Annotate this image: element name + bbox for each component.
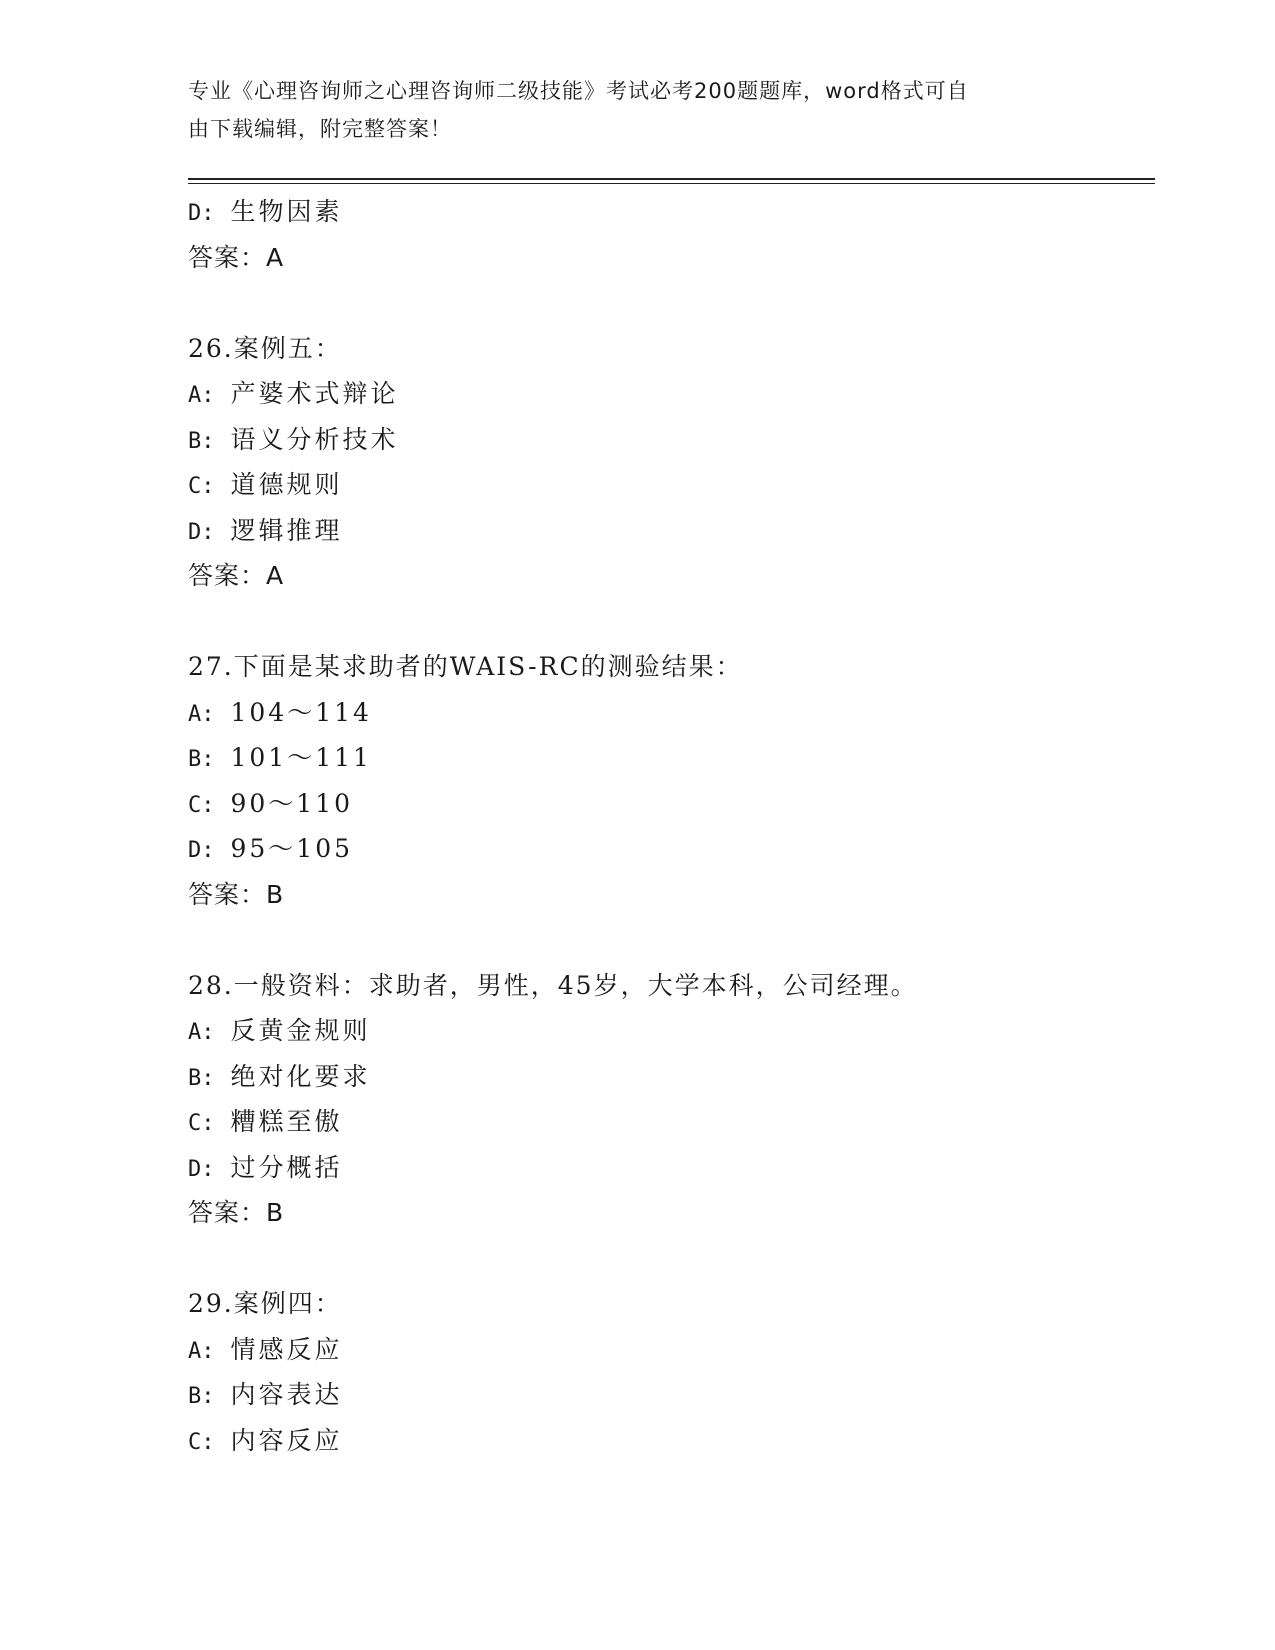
option-text: 95～105 xyxy=(230,834,354,863)
option-row xyxy=(188,690,1148,736)
option-letter: B: xyxy=(188,1065,215,1091)
option-row xyxy=(188,826,1148,872)
block-spacer xyxy=(188,280,1148,326)
option-letter: B: xyxy=(188,1384,215,1409)
option-text: 反黄金规则 xyxy=(230,1016,371,1045)
option-text: 逻辑推理 xyxy=(230,515,343,545)
option-text: 语义分析技术 xyxy=(230,424,399,454)
option-letter: A: xyxy=(188,1338,215,1364)
option-letter: B: xyxy=(188,747,215,772)
header-line-1: 专业《心理咨询师之心理咨询师二级技能》考试必考200题题库，word格式可自 xyxy=(188,79,969,103)
option-row xyxy=(188,462,1148,508)
header-rule-thin xyxy=(188,183,1155,184)
answer-line: 答案：A xyxy=(188,561,285,590)
option-letter: A: xyxy=(188,1020,215,1045)
block-spacer xyxy=(188,1236,1148,1282)
option-letter: D: xyxy=(188,201,215,226)
option-letter: C: xyxy=(188,792,215,818)
option-row xyxy=(188,1008,1148,1054)
option-text: 内容表达 xyxy=(230,1380,343,1409)
option-text: 道德规则 xyxy=(230,470,343,499)
option-row xyxy=(188,1372,1148,1418)
option-row xyxy=(188,1418,1148,1464)
option-letter: C: xyxy=(188,474,215,499)
option-row xyxy=(188,1145,1148,1191)
question-title: 29.案例四： xyxy=(188,1289,342,1318)
option-letter: C: xyxy=(188,1111,215,1136)
option-row xyxy=(188,1327,1148,1373)
option-row xyxy=(188,1099,1148,1145)
document-header xyxy=(188,72,1088,148)
option-text: 90～110 xyxy=(230,788,354,818)
header-line-2: 由下载编辑，附完整答案！ xyxy=(188,117,452,141)
option-text: 101～111 xyxy=(230,743,372,772)
option-text: 过分概括 xyxy=(230,1152,343,1182)
option-text: 生物因素 xyxy=(230,197,343,226)
option-text: 情感反应 xyxy=(230,1334,343,1364)
option-row xyxy=(188,781,1148,827)
question-title: 26.案例五： xyxy=(188,333,342,363)
option-text: 内容反应 xyxy=(230,1425,343,1455)
question-list xyxy=(188,189,1148,1463)
option-row xyxy=(188,417,1148,463)
option-letter: A: xyxy=(188,383,215,408)
option-letter: D: xyxy=(188,1156,215,1182)
option-letter: C: xyxy=(188,1429,215,1455)
option-row xyxy=(188,735,1148,781)
option-row xyxy=(188,508,1148,554)
option-letter: D: xyxy=(188,519,215,545)
header-rule-thick xyxy=(188,178,1155,180)
option-text: 产婆术式辩论 xyxy=(230,379,399,408)
option-row xyxy=(188,189,1148,235)
block-spacer xyxy=(188,917,1148,963)
option-letter: A: xyxy=(188,701,215,727)
answer-line: 答案：A xyxy=(188,242,285,272)
block-spacer xyxy=(188,599,1148,645)
option-text: 104～114 xyxy=(230,697,372,727)
option-letter: B: xyxy=(188,428,215,454)
answer-line: 答案：B xyxy=(188,879,285,909)
answer-line: 答案：B xyxy=(188,1198,285,1227)
question-title: 27.下面是某求助者的WAIS-RC的测验结果： xyxy=(188,652,743,681)
option-text: 糟糕至傲 xyxy=(230,1107,343,1136)
question-title: 28.一般资料：求助者，男性，45岁，大学本科，公司经理。 xyxy=(188,970,918,1000)
option-row xyxy=(188,1054,1148,1100)
option-row xyxy=(188,371,1148,417)
option-text: 绝对化要求 xyxy=(230,1061,371,1091)
option-letter: D: xyxy=(188,838,215,863)
